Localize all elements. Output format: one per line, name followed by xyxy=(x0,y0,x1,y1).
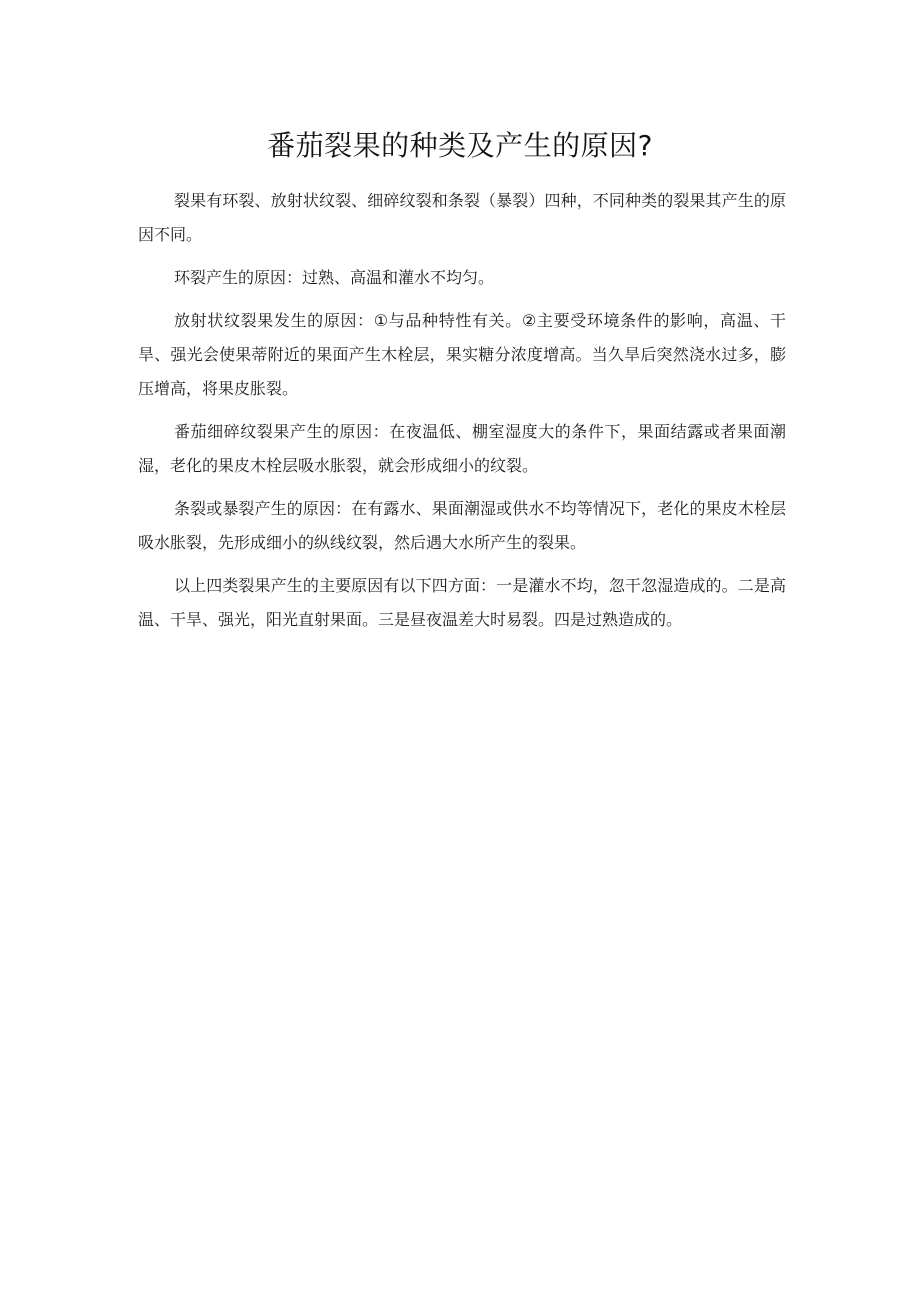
paragraph-fine-crack: 番茄细碎纹裂果产生的原因：在夜温低、棚室湿度大的条件下，果面结露或者果面潮湿，老化的果皮木栓层吸水胀裂，就会形成细小的纹裂。 xyxy=(138,422,786,475)
document-title: 番茄裂果的种类及产生的原因? xyxy=(267,129,653,162)
paragraph-ring-crack: 环裂产生的原因：过熟、高温和灌水不均匀。 xyxy=(174,268,495,287)
paragraph-summary: 以上四类裂果产生的主要原因有以下四方面：一是灌水不均，忽干忽湿造成的。二是高温、干旱、强光，阳光直射果面。三是昼夜温差大时易裂。四是过熟造成的。 xyxy=(138,576,786,629)
paragraph-radial-crack: 放射状纹裂果发生的原因：①与品种特性有关。②主要受环境条件的影响，高温、干旱、强光会使果蒂附近的果面产生木栓层，果实糖分浓度增高。当久旱后突然浇水过多，膨压增高，将果皮胀裂。 xyxy=(138,311,786,398)
document-body xyxy=(138,184,786,646)
paragraph-burst-crack: 条裂或暴裂产生的原因：在有露水、果面潮湿或供水不均等情况下，老化的果皮木栓层吸水胀裂，先形成细小的纵线纹裂，然后遇大水所产生的裂果。 xyxy=(138,499,786,552)
paragraph-types-intro: 裂果有环裂、放射状纹裂、细碎纹裂和条裂（暴裂）四种，不同种类的裂果其产生的原因不同。 xyxy=(138,191,786,244)
